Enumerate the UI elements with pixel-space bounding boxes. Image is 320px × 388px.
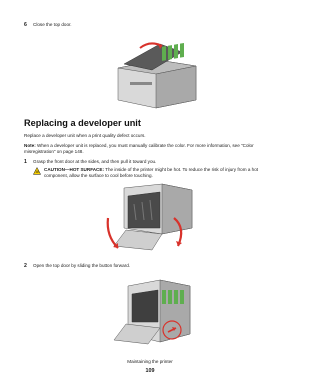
page-number: 109 [145, 368, 155, 374]
caution-label: CAUTION—HOT SURFACE: [44, 167, 104, 172]
caution-paragraph [44, 167, 280, 179]
hot-surface-warning-icon [33, 167, 41, 175]
footer-title: Maintaining the printer [127, 359, 173, 364]
section-intro: Replace a developer unit when a print quality defect occurs. [24, 133, 146, 138]
step-number: 1 [24, 159, 27, 165]
note-label: Note: [24, 143, 36, 148]
step-number: 6 [24, 22, 27, 28]
printer-open-front-door-illustration [104, 184, 200, 254]
section-heading: Replacing a developer unit [24, 118, 141, 128]
caution-text: The inside of the printer might be hot. To reduce the risk of injury from a hot component, allow the surface to cool before touching. [44, 167, 259, 178]
printer-close-door-illustration [110, 38, 200, 108]
step-text: Close the top door. [33, 21, 72, 27]
note-paragraph [24, 143, 278, 155]
printer-open-top-door-illustration [110, 276, 206, 346]
step-number: 2 [24, 263, 27, 269]
step-text: Open the top door by sliding the button forward. [33, 262, 131, 268]
step-text: Grasp the front door at the sides, and then pull it toward you. [33, 158, 157, 164]
note-text: When a developer unit is replaced, you must manually calibrate the color. For more information, see "Color misregistration" on page 148. [24, 143, 254, 154]
